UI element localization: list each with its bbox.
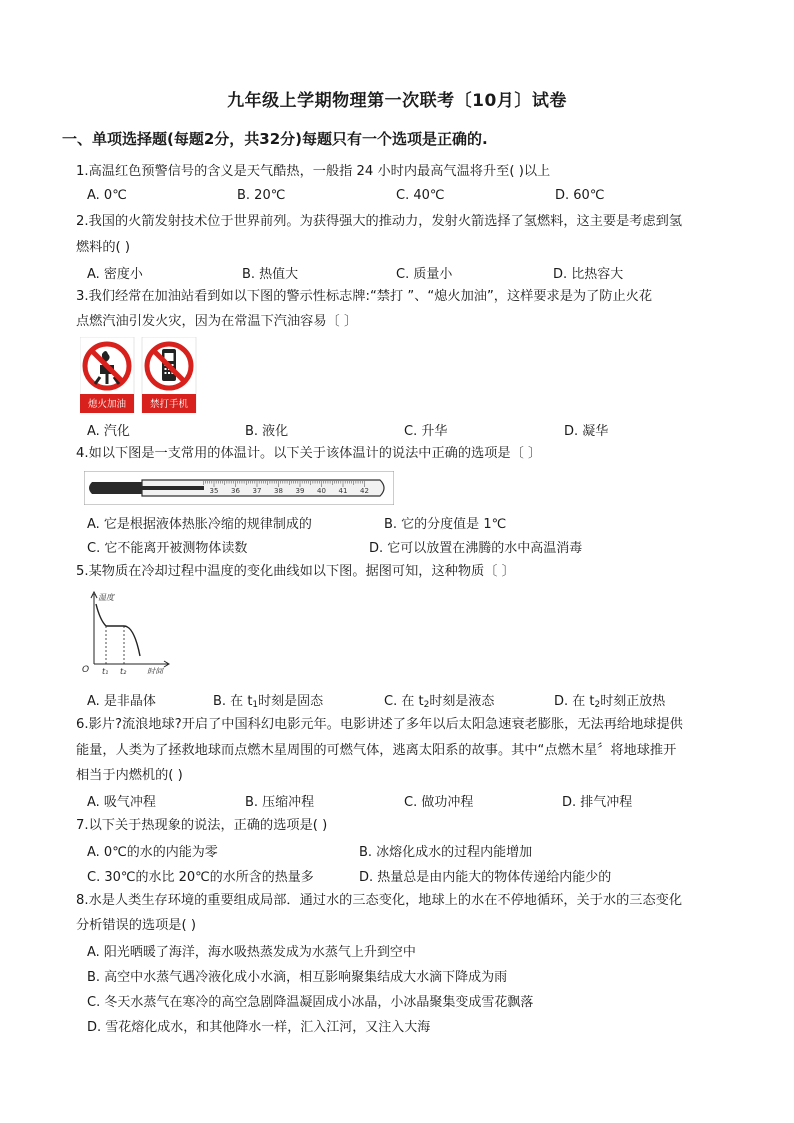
- question-1-stem: 1.高温红色预警信号的含义是天气酷热，一般指 24 小时内最高气温将升至( )以上: [76, 164, 551, 179]
- scale-label: 39: [295, 487, 305, 495]
- question-4-stem: 4.如以下图是一支常用的体温计。以下关于该体温计的说法中正确的选项是〔 〕: [76, 446, 542, 461]
- t1-label: t₁: [102, 667, 109, 674]
- scale-label: 38: [274, 487, 283, 495]
- scale-label: 37: [252, 487, 262, 495]
- q1-option-a: A. 0℃: [87, 188, 127, 203]
- question-6-line1: 6.影片?流浪地球?开启了中国科幻电影元年。电影讲述了多年以后太阳急速衰老膨胀，无法再给地球提供: [76, 717, 683, 732]
- q5-option-d: D. 在 $t_2$时刻正放热: [554, 694, 666, 710]
- cooling-curve-figure: [76, 588, 176, 674]
- q5-option-c: C. 在 $t_2$时刻是液态: [384, 694, 495, 710]
- q6-option-a: A. 吸气冲程: [87, 795, 156, 810]
- q2-option-c: C. 质量小: [396, 267, 453, 282]
- q4-option-b: B. 它的分度值是 1℃: [384, 517, 507, 532]
- axis-x-label: 时间: [147, 667, 163, 674]
- q2-option-a: A. 密度小: [87, 267, 143, 282]
- question-2-line2: 燃料的( ): [76, 240, 131, 255]
- sign-2-label: 禁打手机: [149, 399, 189, 410]
- q3-option-a: A. 汽化: [87, 424, 130, 439]
- q2-option-b: B. 热值大: [242, 267, 299, 282]
- question-7-stem: 7.以下关于热现象的说法，正确的选项是( ): [76, 818, 328, 833]
- question-3-line1: 3.我们经常在加油站看到如以下图的警示性标志牌:“禁打 ”、“熄火加油”，这样要求是为了防止火花: [76, 289, 653, 304]
- question-5-stem: 5.某物质在冷却过程中温度的变化曲线如以下图。据图可知，这种物质〔 〕: [76, 564, 515, 579]
- q7-option-d: D. 热量总是由内能大的物体传递给内能少的: [359, 870, 612, 885]
- q5-option-a: A. 是非晶体: [87, 694, 156, 709]
- q8-option-b: B. 高空中水蒸气遇冷液化成小水滴，相互影响聚集结成大水滴下降成为雨: [87, 970, 508, 985]
- q3-option-d: D. 凝华: [564, 424, 609, 439]
- question-8-line1: 8.水是人类生存环境的重要组成局部．通过水的三态变化，地球上的水在不停地循环，关于水的三态变化: [76, 893, 683, 908]
- sign-1-label: 熄火加油: [87, 399, 127, 410]
- question-6-line2: 能量，人类为了拯救地球而点燃木星周围的可燃气体，逃离太阳系的故事。其中“点燃木星〞将地球推开: [76, 743, 677, 758]
- q6-option-b: B. 压缩冲程: [245, 795, 315, 810]
- question-8-line2: 分析错误的选项是( ): [76, 918, 196, 933]
- origin-label: O: [82, 665, 90, 674]
- t2-label: t₂: [120, 667, 127, 674]
- q4-option-c: C. 它不能离开被测物体读数: [87, 541, 248, 556]
- q8-option-d: D. 雪花熔化成水，和其他降水一样，汇入江河，又注入大海: [87, 1020, 431, 1035]
- section-heading: 一、单项选择题(每题2分，共32分)每题只有一个选项是正确的.: [62, 130, 488, 148]
- question-3-line2: 点燃汽油引发火灾，因为在常温下汽油容易〔 〕: [76, 314, 358, 329]
- q1-option-d: D. 60℃: [555, 188, 605, 203]
- scale-label: 35: [209, 487, 219, 495]
- axis-y-label: 温度: [98, 593, 114, 602]
- q8-option-c: C. 冬天水蒸气在寒冷的高空急剧降温凝固成小冰晶，小冰晶聚集变成雪花飘落: [87, 995, 534, 1010]
- q4-option-d: D. 它可以放置在沸腾的水中高温消毒: [369, 541, 583, 556]
- q8-option-a: A. 阳光晒暖了海洋，海水吸热蒸发成为水蒸气上升到空中: [87, 945, 416, 960]
- question-2-line1: 2.我国的火箭发射技术位于世界前列。为获得强大的推动力，发射火箭选择了氢燃料，这主要是考虑到氢: [76, 214, 683, 229]
- q7-option-b: B. 冰熔化成水的过程内能增加: [359, 845, 533, 860]
- q5-option-b: B. 在 $t_1$时刻是固态: [213, 694, 324, 710]
- scale-label: 41: [338, 487, 348, 495]
- q6-option-c: C. 做功冲程: [404, 795, 474, 810]
- q4-option-a: A. 它是根据液体热胀冷缩的规律制成的: [87, 517, 312, 532]
- q6-option-d: D. 排气冲程: [562, 795, 633, 810]
- q7-option-a: A. 0℃的水的内能为零: [87, 845, 218, 860]
- scale-label: 42: [360, 487, 369, 495]
- thermometer-figure: [84, 471, 394, 505]
- question-6-line3: 相当于内燃机的( ): [76, 768, 183, 783]
- q2-option-d: D. 比热容大: [553, 267, 624, 282]
- q3-option-c: C. 升华: [404, 424, 448, 439]
- q1-option-b: B. 20℃: [237, 188, 286, 203]
- q7-option-c: C. 30℃的水比 20℃的水所含的热量多: [87, 870, 314, 885]
- scale-label: 36: [231, 487, 240, 495]
- scale-label: 40: [317, 487, 326, 495]
- page-title: 九年级上学期物理第一次联考〔10月〕试卷: [227, 91, 567, 111]
- warning-signs-figure: [80, 337, 198, 413]
- q1-option-c: C. 40℃: [396, 188, 445, 203]
- q3-option-b: B. 液化: [245, 424, 289, 439]
